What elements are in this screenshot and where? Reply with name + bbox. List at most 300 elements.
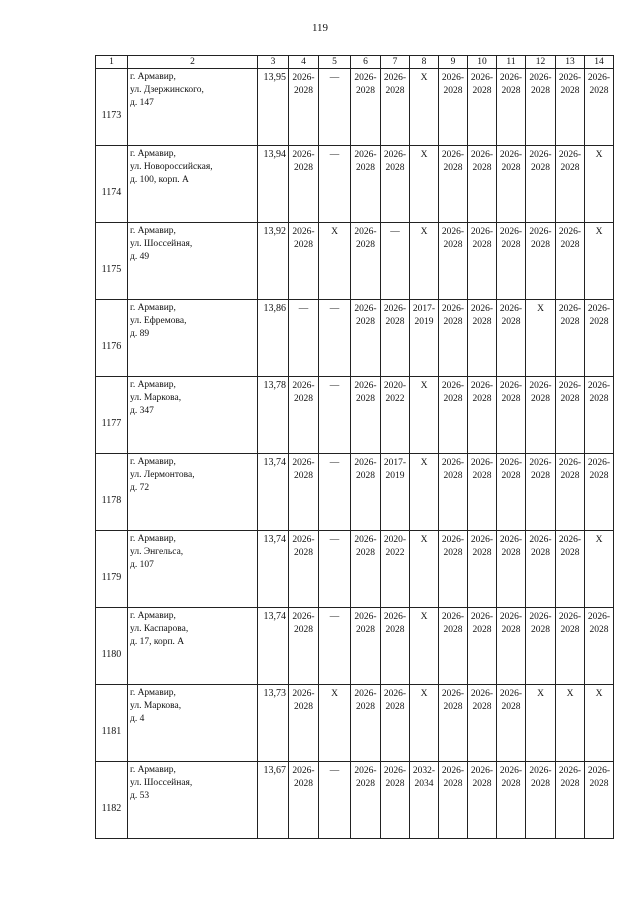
table-row <box>96 69 614 146</box>
row-number: 1179 <box>96 531 128 608</box>
schedule-value: 2026- <box>499 766 523 776</box>
schedule-value: — <box>329 150 340 160</box>
schedule-value: 2026- <box>354 304 377 314</box>
schedule-value: 2026- <box>441 612 465 622</box>
schedule-cell-col-8 <box>410 223 439 300</box>
schedule-value: 2026- <box>354 689 377 699</box>
schedule-value: 2028 <box>472 702 492 712</box>
schedule-value: 2028 <box>501 163 521 173</box>
schedule-value: 2028 <box>294 625 313 635</box>
schedule-cell-col-7 <box>381 223 410 300</box>
schedule-value: 2028 <box>589 394 609 404</box>
schedule-cell-col-10 <box>468 69 497 146</box>
schedule-cell-col-6 <box>351 762 381 839</box>
schedule-value: 2028 <box>356 163 375 173</box>
schedule-cell-col-5 <box>319 69 351 146</box>
schedule-value: 2028 <box>356 702 375 712</box>
schedule-value: 2026- <box>499 535 523 545</box>
schedule-value: X <box>420 227 428 237</box>
schedule-value: 2020- <box>383 535 407 545</box>
schedule-value: 2028 <box>560 625 580 635</box>
schedule-cell-col-4 <box>289 300 319 377</box>
schedule-cell-col-11 <box>497 69 526 146</box>
schedule-value: 2026- <box>292 381 315 391</box>
schedule-value: 2026- <box>292 689 315 699</box>
table-row <box>96 300 614 377</box>
schedule-cell-col-12 <box>526 685 556 762</box>
address-line: ул. Маркова, <box>130 701 182 711</box>
schedule-value: 2026- <box>529 381 552 391</box>
address-cell <box>128 454 258 531</box>
schedule-value: 2026- <box>470 458 494 468</box>
address-cell <box>128 531 258 608</box>
schedule-cell-col-10 <box>468 531 497 608</box>
schedule-value: 2026- <box>354 535 377 545</box>
schedule-value: 2028 <box>443 702 463 712</box>
schedule-value: 2026- <box>383 612 407 622</box>
schedule-value: 2028 <box>294 86 313 96</box>
schedule-value: 2028 <box>443 779 463 789</box>
schedule-value: 2026- <box>292 227 315 237</box>
schedule-value: 2026- <box>499 150 523 160</box>
schedule-value: 2026- <box>558 612 582 622</box>
area-value: 13,95 <box>258 69 289 146</box>
column-header-5: 5 <box>319 56 351 69</box>
schedule-value: 2026- <box>441 73 465 83</box>
schedule-value: 2026- <box>558 150 582 160</box>
schedule-cell-col-12 <box>526 377 556 454</box>
schedule-cell-col-10 <box>468 146 497 223</box>
schedule-cell-col-14 <box>585 531 614 608</box>
address-cell <box>128 69 258 146</box>
address-line: г. Армавир, <box>130 688 176 698</box>
schedule-value: 2028 <box>443 625 463 635</box>
schedule-value: 2028 <box>589 471 609 481</box>
schedule-value: 2026- <box>499 458 523 468</box>
address-line: г. Армавир, <box>130 72 176 82</box>
schedule-cell-col-4 <box>289 146 319 223</box>
schedule-value: 2026- <box>587 381 611 391</box>
schedule-value: 2026- <box>383 766 407 776</box>
schedule-value: 2028 <box>472 394 492 404</box>
schedule-value: X <box>420 458 428 468</box>
schedule-cell-col-12 <box>526 531 556 608</box>
schedule-cell-col-14 <box>585 454 614 531</box>
schedule-cell-col-6 <box>351 146 381 223</box>
schedule-value: 2034 <box>414 779 434 789</box>
schedule-value: 2028 <box>560 779 580 789</box>
schedule-value: 2026- <box>499 73 523 83</box>
schedule-cell-col-8 <box>410 608 439 685</box>
schedule-value: 2026- <box>529 766 552 776</box>
schedule-value: 2026- <box>441 227 465 237</box>
schedule-value: — <box>298 304 309 314</box>
schedule-value: 2026- <box>529 535 552 545</box>
schedule-value: 2026- <box>441 689 465 699</box>
schedule-value: 2026- <box>529 227 552 237</box>
schedule-value: 2028 <box>531 779 550 789</box>
schedule-value: X <box>537 689 544 699</box>
schedule-cell-col-11 <box>497 608 526 685</box>
schedule-value: 2028 <box>501 240 521 250</box>
schedule-cell-col-4 <box>289 69 319 146</box>
schedule-value: X <box>537 304 544 314</box>
schedule-cell-col-12 <box>526 454 556 531</box>
schedule-value: 2026- <box>499 689 523 699</box>
schedule-value: 2028 <box>294 240 313 250</box>
schedule-value: 2028 <box>501 702 521 712</box>
schedule-cell-col-13 <box>556 377 585 454</box>
schedule-cell-col-5 <box>319 454 351 531</box>
schedule-value: 2026- <box>558 458 582 468</box>
schedule-value: 2028 <box>560 86 580 96</box>
schedule-value: 2022 <box>385 548 405 558</box>
row-number: 1173 <box>96 69 128 146</box>
table-body <box>96 69 614 839</box>
table-row <box>96 377 614 454</box>
schedule-value: X <box>595 150 603 160</box>
schedule-value: — <box>329 612 340 622</box>
schedule-cell-col-7 <box>381 531 410 608</box>
schedule-value: X <box>420 535 428 545</box>
schedule-value: 2028 <box>472 471 492 481</box>
schedule-cell-col-11 <box>497 377 526 454</box>
schedule-cell-col-8 <box>410 146 439 223</box>
schedule-value: 2032- <box>412 766 436 776</box>
schedule-value: 2026- <box>470 150 494 160</box>
schedule-value: 2026- <box>470 227 494 237</box>
schedule-cell-col-8 <box>410 69 439 146</box>
repair-schedule-table <box>95 55 614 839</box>
schedule-value: 2026- <box>441 150 465 160</box>
schedule-cell-col-10 <box>468 762 497 839</box>
address-line: ул. Лермонтова, <box>130 470 195 480</box>
schedule-value: 2026- <box>441 304 465 314</box>
schedule-cell-col-9 <box>439 608 468 685</box>
schedule-cell-col-12 <box>526 223 556 300</box>
schedule-cell-col-5 <box>319 377 351 454</box>
schedule-value: 2026- <box>292 73 315 83</box>
schedule-value: 2026- <box>529 73 552 83</box>
schedule-value: 2026- <box>441 535 465 545</box>
schedule-cell-col-12 <box>526 762 556 839</box>
schedule-value: 2028 <box>501 86 521 96</box>
column-header-7: 7 <box>381 56 410 69</box>
schedule-value: 2026- <box>383 150 407 160</box>
schedule-value: 2026- <box>499 381 523 391</box>
column-header-6: 6 <box>351 56 381 69</box>
schedule-cell-col-13 <box>556 223 585 300</box>
schedule-value: 2026- <box>354 150 377 160</box>
schedule-value: 2026- <box>470 535 494 545</box>
schedule-cell-col-7 <box>381 377 410 454</box>
column-header-9: 9 <box>439 56 468 69</box>
schedule-value: 2028 <box>589 317 609 327</box>
row-number: 1175 <box>96 223 128 300</box>
schedule-cell-col-8 <box>410 454 439 531</box>
schedule-cell-col-11 <box>497 531 526 608</box>
schedule-value: — <box>329 766 340 776</box>
schedule-value: 2028 <box>560 317 580 327</box>
schedule-value: 2026- <box>587 304 611 314</box>
address-line: ул. Энгельса, <box>130 547 184 557</box>
area-value: 13,73 <box>258 685 289 762</box>
schedule-cell-col-6 <box>351 454 381 531</box>
schedule-value: 2028 <box>501 394 521 404</box>
schedule-value: 2026- <box>499 227 523 237</box>
schedule-cell-col-9 <box>439 146 468 223</box>
schedule-value: 2026- <box>383 304 407 314</box>
schedule-cell-col-10 <box>468 223 497 300</box>
schedule-cell-col-8 <box>410 300 439 377</box>
schedule-cell-col-11 <box>497 146 526 223</box>
schedule-value: X <box>420 381 428 391</box>
schedule-cell-col-11 <box>497 223 526 300</box>
schedule-value: X <box>420 73 428 83</box>
schedule-cell-col-4 <box>289 608 319 685</box>
schedule-cell-col-7 <box>381 300 410 377</box>
schedule-cell-col-9 <box>439 69 468 146</box>
header-row <box>96 56 614 69</box>
schedule-cell-col-4 <box>289 762 319 839</box>
schedule-cell-col-6 <box>351 685 381 762</box>
schedule-value: 2028 <box>385 702 405 712</box>
schedule-cell-col-5 <box>319 223 351 300</box>
schedule-cell-col-10 <box>468 300 497 377</box>
schedule-value: X <box>420 150 428 160</box>
schedule-value: 2028 <box>589 86 609 96</box>
schedule-cell-col-6 <box>351 377 381 454</box>
schedule-value: 2028 <box>501 317 521 327</box>
schedule-cell-col-5 <box>319 608 351 685</box>
schedule-value: 2019 <box>414 317 434 327</box>
address-line: г. Армавир, <box>130 611 176 621</box>
address-cell <box>128 608 258 685</box>
schedule-value: 2026- <box>558 227 582 237</box>
schedule-cell-col-4 <box>289 454 319 531</box>
schedule-value: 2026- <box>441 766 465 776</box>
schedule-cell-col-11 <box>497 454 526 531</box>
row-number: 1177 <box>96 377 128 454</box>
schedule-cell-col-13 <box>556 531 585 608</box>
schedule-cell-col-6 <box>351 531 381 608</box>
schedule-value: 2026- <box>354 766 377 776</box>
address-line: д. 89 <box>130 329 150 339</box>
table-header <box>96 56 614 69</box>
schedule-cell-col-9 <box>439 531 468 608</box>
area-value: 13,86 <box>258 300 289 377</box>
schedule-cell-col-6 <box>351 608 381 685</box>
schedule-value: 2028 <box>443 163 463 173</box>
schedule-value: 2026- <box>292 535 315 545</box>
schedule-value: 2028 <box>560 548 580 558</box>
schedule-value: 2028 <box>385 163 405 173</box>
schedule-cell-col-12 <box>526 69 556 146</box>
schedule-value: 2026- <box>529 458 552 468</box>
schedule-cell-col-10 <box>468 608 497 685</box>
schedule-cell-col-14 <box>585 223 614 300</box>
schedule-cell-col-10 <box>468 454 497 531</box>
address-line: д. 347 <box>130 406 154 416</box>
schedule-value: 2026- <box>558 304 582 314</box>
schedule-value: 2028 <box>531 240 550 250</box>
schedule-value: 2028 <box>560 471 580 481</box>
schedule-value: 2026- <box>558 381 582 391</box>
schedule-value: 2028 <box>472 317 492 327</box>
schedule-value: 2028 <box>531 471 550 481</box>
schedule-cell-col-6 <box>351 300 381 377</box>
schedule-cell-col-7 <box>381 146 410 223</box>
schedule-cell-col-9 <box>439 762 468 839</box>
address-line: г. Армавир, <box>130 149 176 159</box>
address-cell <box>128 762 258 839</box>
schedule-cell-col-4 <box>289 531 319 608</box>
schedule-value: X <box>420 612 428 622</box>
schedule-cell-col-10 <box>468 685 497 762</box>
schedule-cell-col-14 <box>585 685 614 762</box>
schedule-value: 2026- <box>587 73 611 83</box>
schedule-value: 2028 <box>560 394 580 404</box>
schedule-cell-col-13 <box>556 69 585 146</box>
row-number: 1178 <box>96 454 128 531</box>
schedule-value: 2028 <box>443 240 463 250</box>
address-line: ул. Новороссийская, <box>130 162 213 172</box>
schedule-value: 2026- <box>558 73 582 83</box>
schedule-value: X <box>595 227 603 237</box>
schedule-cell-col-14 <box>585 608 614 685</box>
schedule-cell-col-7 <box>381 685 410 762</box>
schedule-cell-col-14 <box>585 300 614 377</box>
schedule-value: 2026- <box>558 766 582 776</box>
schedule-value: 2028 <box>501 471 521 481</box>
schedule-value: 2026- <box>354 612 377 622</box>
schedule-value: 2028 <box>356 317 375 327</box>
schedule-cell-col-14 <box>585 69 614 146</box>
address-line: г. Армавир, <box>130 226 176 236</box>
schedule-value: 2028 <box>531 394 550 404</box>
schedule-cell-col-5 <box>319 531 351 608</box>
schedule-value: 2028 <box>472 779 492 789</box>
schedule-value: — <box>329 381 340 391</box>
address-line: д. 49 <box>130 252 150 262</box>
table-row <box>96 608 614 685</box>
schedule-cell-col-14 <box>585 377 614 454</box>
schedule-value: 2028 <box>531 163 550 173</box>
schedule-value: 2028 <box>443 471 463 481</box>
schedule-cell-col-13 <box>556 762 585 839</box>
schedule-value: 2026- <box>354 458 377 468</box>
schedule-cell-col-9 <box>439 377 468 454</box>
address-line: д. 4 <box>130 714 145 724</box>
schedule-value: 2026- <box>587 458 611 468</box>
schedule-value: 2026- <box>529 612 552 622</box>
schedule-cell-col-13 <box>556 300 585 377</box>
table-row <box>96 531 614 608</box>
schedule-value: X <box>595 535 603 545</box>
column-header-2: 2 <box>128 56 258 69</box>
address-cell <box>128 223 258 300</box>
area-value: 13,92 <box>258 223 289 300</box>
schedule-value: — <box>329 304 340 314</box>
schedule-cell-col-13 <box>556 454 585 531</box>
table-row <box>96 454 614 531</box>
schedule-value: 2019 <box>385 471 405 481</box>
schedule-value: 2020- <box>383 381 407 391</box>
table-row <box>96 685 614 762</box>
address-line: д. 72 <box>130 483 150 493</box>
schedule-value: 2026- <box>354 227 377 237</box>
schedule-value: X <box>566 689 574 699</box>
schedule-value: 2028 <box>501 779 521 789</box>
address-line: ул. Маркова, <box>130 393 182 403</box>
schedule-value: X <box>331 227 338 237</box>
schedule-cell-col-8 <box>410 685 439 762</box>
schedule-value: 2026- <box>587 612 611 622</box>
address-line: г. Армавир, <box>130 380 176 390</box>
column-header-12: 12 <box>526 56 556 69</box>
schedule-value: 2026- <box>470 766 494 776</box>
row-number: 1181 <box>96 685 128 762</box>
schedule-cell-col-11 <box>497 685 526 762</box>
address-line: г. Армавир, <box>130 765 176 775</box>
schedule-cell-col-13 <box>556 608 585 685</box>
schedule-value: 2028 <box>385 317 405 327</box>
schedule-cell-col-9 <box>439 223 468 300</box>
schedule-value: 2026- <box>292 766 315 776</box>
schedule-value: 2026- <box>470 612 494 622</box>
schedule-value: 2028 <box>472 163 492 173</box>
schedule-value: 2028 <box>501 548 521 558</box>
schedule-cell-col-13 <box>556 685 585 762</box>
schedule-value: 2026- <box>470 689 494 699</box>
schedule-value: 2017- <box>383 458 407 468</box>
schedule-cell-col-9 <box>439 685 468 762</box>
address-line: д. 100, корп. А <box>130 175 189 185</box>
schedule-value: 2022 <box>385 394 405 404</box>
schedule-value: 2028 <box>443 548 463 558</box>
schedule-cell-col-8 <box>410 377 439 454</box>
schedule-value: 2026- <box>354 73 377 83</box>
schedule-value: — <box>329 535 340 545</box>
schedule-value: 2026- <box>558 535 582 545</box>
schedule-value: 2028 <box>294 163 313 173</box>
schedule-value: 2028 <box>472 86 492 96</box>
schedule-value: 2028 <box>443 86 463 96</box>
schedule-value: 2028 <box>472 625 492 635</box>
schedule-value: 2026- <box>292 612 315 622</box>
schedule-value: 2028 <box>356 625 375 635</box>
schedule-value: 2028 <box>531 625 550 635</box>
address-line: ул. Шоссейная, <box>130 239 193 249</box>
address-line: д. 53 <box>130 791 150 801</box>
area-value: 13,74 <box>258 531 289 608</box>
column-header-13: 13 <box>556 56 585 69</box>
schedule-value: 2028 <box>443 317 463 327</box>
schedule-value: 2026- <box>441 458 465 468</box>
area-value: 13,67 <box>258 762 289 839</box>
schedule-value: — <box>329 458 340 468</box>
column-header-8: 8 <box>410 56 439 69</box>
column-header-14: 14 <box>585 56 614 69</box>
schedule-cell-col-13 <box>556 146 585 223</box>
column-header-4: 4 <box>289 56 319 69</box>
schedule-cell-col-10 <box>468 377 497 454</box>
schedule-value: 2028 <box>294 394 313 404</box>
page-number: 119 <box>311 22 329 34</box>
schedule-value: 2028 <box>472 548 492 558</box>
schedule-value: 2026- <box>441 381 465 391</box>
schedule-value: 2028 <box>531 548 550 558</box>
